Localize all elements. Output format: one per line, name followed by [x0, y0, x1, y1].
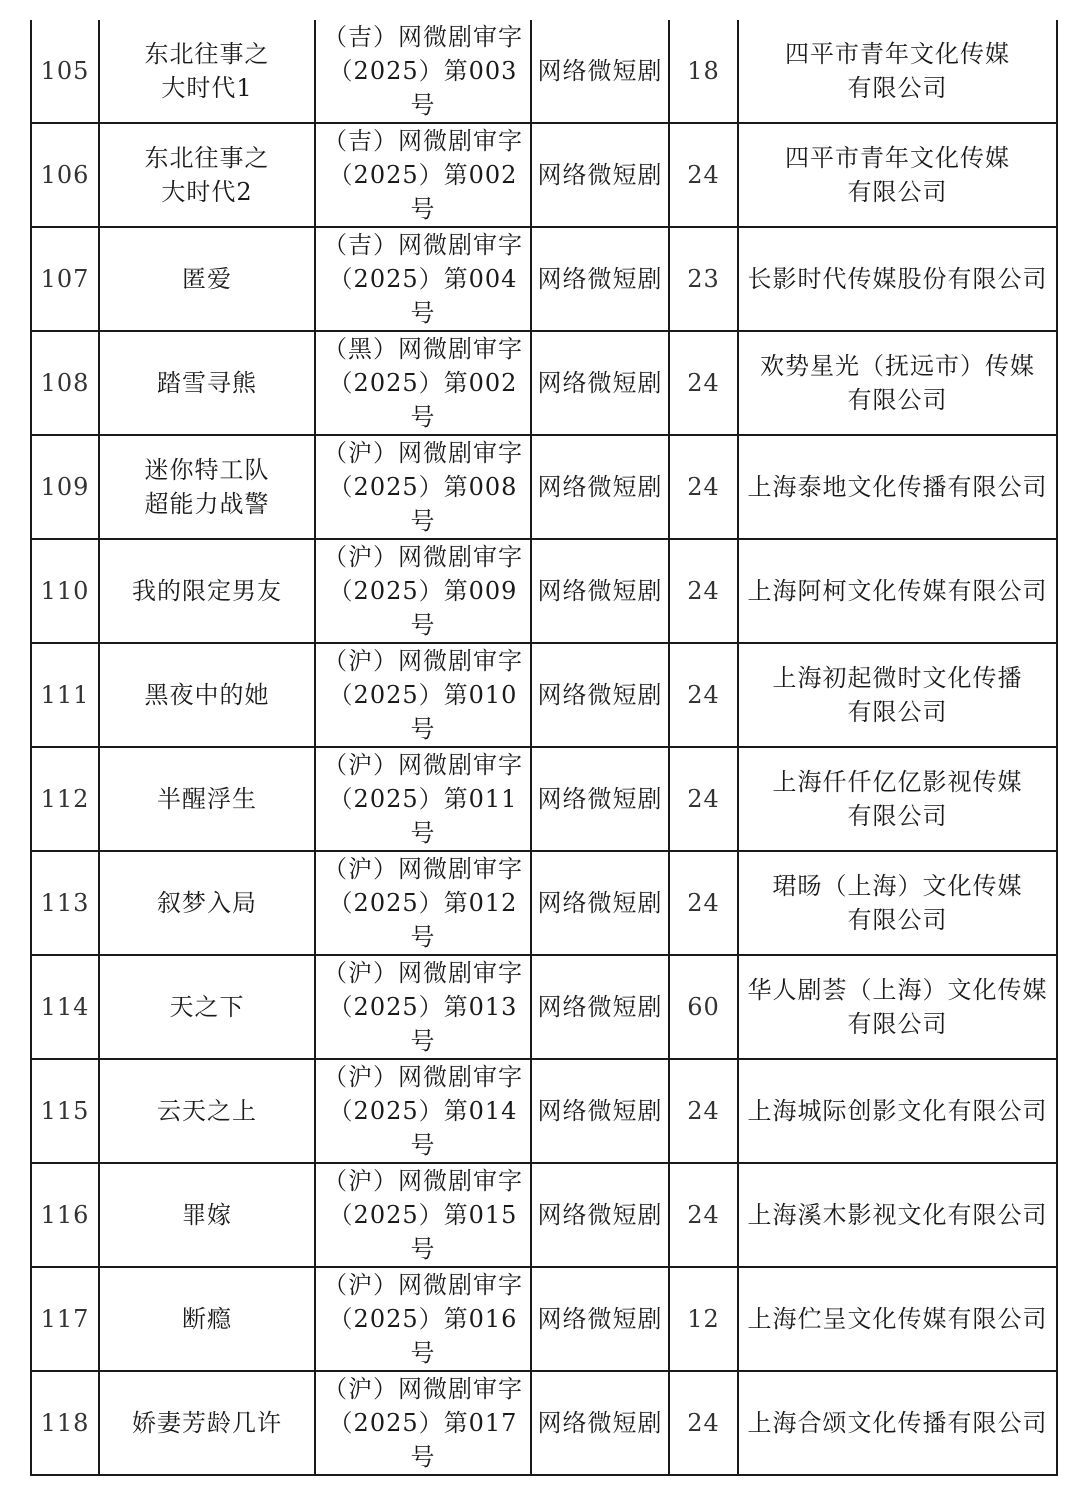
drama-type: 网络微短剧 — [531, 1267, 669, 1371]
drama-title: 娇妻芳龄几许 — [99, 1371, 315, 1475]
row-number: 114 — [31, 955, 99, 1059]
drama-title: 东北往事之 大时代1 — [99, 20, 315, 123]
episode-count: 24 — [669, 539, 738, 643]
table-row — [31, 123, 1057, 227]
row-number: 118 — [31, 1371, 99, 1475]
production-company: 上海合颂文化传播有限公司 — [738, 1371, 1057, 1475]
drama-type: 网络微短剧 — [531, 123, 669, 227]
drama-type: 网络微短剧 — [531, 851, 669, 955]
drama-title: 半醒浮生 — [99, 747, 315, 851]
episode-count: 24 — [669, 1163, 738, 1267]
table-row — [31, 331, 1057, 435]
row-number: 108 — [31, 331, 99, 435]
episode-count: 24 — [669, 643, 738, 747]
row-number: 105 — [31, 20, 99, 123]
episode-count: 24 — [669, 1059, 738, 1163]
drama-approval-list — [30, 20, 1056, 1476]
drama-title: 我的限定男友 — [99, 539, 315, 643]
drama-type: 网络微短剧 — [531, 435, 669, 539]
table-row — [31, 643, 1057, 747]
permit-number: （沪）网微剧审字 （2025）第015号 — [315, 1163, 531, 1267]
permit-number: （沪）网微剧审字 （2025）第014号 — [315, 1059, 531, 1163]
drama-type: 网络微短剧 — [531, 1371, 669, 1475]
drama-title: 罪嫁 — [99, 1163, 315, 1267]
permit-number: （沪）网微剧审字 （2025）第011号 — [315, 747, 531, 851]
drama-type: 网络微短剧 — [531, 1059, 669, 1163]
production-company: 欢势星光（抚远市）传媒 有限公司 — [738, 331, 1057, 435]
episode-count: 24 — [669, 851, 738, 955]
row-number: 116 — [31, 1163, 99, 1267]
table-row — [31, 955, 1057, 1059]
row-number: 109 — [31, 435, 99, 539]
table-row — [31, 747, 1057, 851]
row-number: 113 — [31, 851, 99, 955]
episode-count: 12 — [669, 1267, 738, 1371]
permit-number: （黑）网微剧审字 （2025）第002号 — [315, 331, 531, 435]
episode-count: 24 — [669, 1371, 738, 1475]
row-number: 107 — [31, 227, 99, 331]
drama-type: 网络微短剧 — [531, 539, 669, 643]
drama-title: 踏雪寻熊 — [99, 331, 315, 435]
permit-number: （吉）网微剧审字 （2025）第003号 — [315, 20, 531, 123]
production-company: 华人剧荟（上海）文化传媒 有限公司 — [738, 955, 1057, 1059]
episode-count: 24 — [669, 435, 738, 539]
production-company: 上海溪木影视文化有限公司 — [738, 1163, 1057, 1267]
row-number: 117 — [31, 1267, 99, 1371]
permit-number: （沪）网微剧审字 （2025）第012号 — [315, 851, 531, 955]
drama-title: 黑夜中的她 — [99, 643, 315, 747]
episode-count: 18 — [669, 20, 738, 123]
table-row — [31, 1163, 1057, 1267]
permit-number: （沪）网微剧审字 （2025）第016号 — [315, 1267, 531, 1371]
production-company: 珺旸（上海）文化传媒 有限公司 — [738, 851, 1057, 955]
drama-title: 叙梦入局 — [99, 851, 315, 955]
table-row — [31, 1371, 1057, 1475]
episode-count: 24 — [669, 747, 738, 851]
permit-number: （沪）网微剧审字 （2025）第010号 — [315, 643, 531, 747]
production-company: 上海泰地文化传播有限公司 — [738, 435, 1057, 539]
row-number: 112 — [31, 747, 99, 851]
episode-count: 24 — [669, 331, 738, 435]
row-number: 111 — [31, 643, 99, 747]
table-row — [31, 435, 1057, 539]
approval-table — [30, 20, 1058, 1476]
drama-type: 网络微短剧 — [531, 1163, 669, 1267]
drama-type: 网络微短剧 — [531, 20, 669, 123]
row-number: 106 — [31, 123, 99, 227]
production-company: 上海初起微时文化传播 有限公司 — [738, 643, 1057, 747]
permit-number: （吉）网微剧审字 （2025）第004号 — [315, 227, 531, 331]
permit-number: （沪）网微剧审字 （2025）第009号 — [315, 539, 531, 643]
production-company: 上海伫呈文化传媒有限公司 — [738, 1267, 1057, 1371]
table-row — [31, 851, 1057, 955]
drama-title: 天之下 — [99, 955, 315, 1059]
drama-type: 网络微短剧 — [531, 643, 669, 747]
drama-type: 网络微短剧 — [531, 227, 669, 331]
table-row — [31, 1267, 1057, 1371]
table-row — [31, 227, 1057, 331]
production-company: 上海仟仟亿亿影视传媒 有限公司 — [738, 747, 1057, 851]
episode-count: 23 — [669, 227, 738, 331]
episode-count: 24 — [669, 123, 738, 227]
permit-number: （沪）网微剧审字 （2025）第013号 — [315, 955, 531, 1059]
table-row — [31, 1059, 1057, 1163]
drama-type: 网络微短剧 — [531, 331, 669, 435]
production-company: 上海阿柯文化传媒有限公司 — [738, 539, 1057, 643]
row-number: 110 — [31, 539, 99, 643]
drama-title: 断瘾 — [99, 1267, 315, 1371]
drama-title: 匿爱 — [99, 227, 315, 331]
drama-type: 网络微短剧 — [531, 747, 669, 851]
episode-count: 60 — [669, 955, 738, 1059]
production-company: 四平市青年文化传媒 有限公司 — [738, 20, 1057, 123]
production-company: 四平市青年文化传媒 有限公司 — [738, 123, 1057, 227]
production-company: 长影时代传媒股份有限公司 — [738, 227, 1057, 331]
permit-number: （沪）网微剧审字 （2025）第017号 — [315, 1371, 531, 1475]
drama-title: 东北往事之 大时代2 — [99, 123, 315, 227]
table-row — [31, 20, 1057, 123]
drama-type: 网络微短剧 — [531, 955, 669, 1059]
drama-title: 迷你特工队 超能力战警 — [99, 435, 315, 539]
permit-number: （吉）网微剧审字 （2025）第002号 — [315, 123, 531, 227]
permit-number: （沪）网微剧审字 （2025）第008号 — [315, 435, 531, 539]
drama-title: 云天之上 — [99, 1059, 315, 1163]
production-company: 上海城际创影文化有限公司 — [738, 1059, 1057, 1163]
table-row — [31, 539, 1057, 643]
row-number: 115 — [31, 1059, 99, 1163]
